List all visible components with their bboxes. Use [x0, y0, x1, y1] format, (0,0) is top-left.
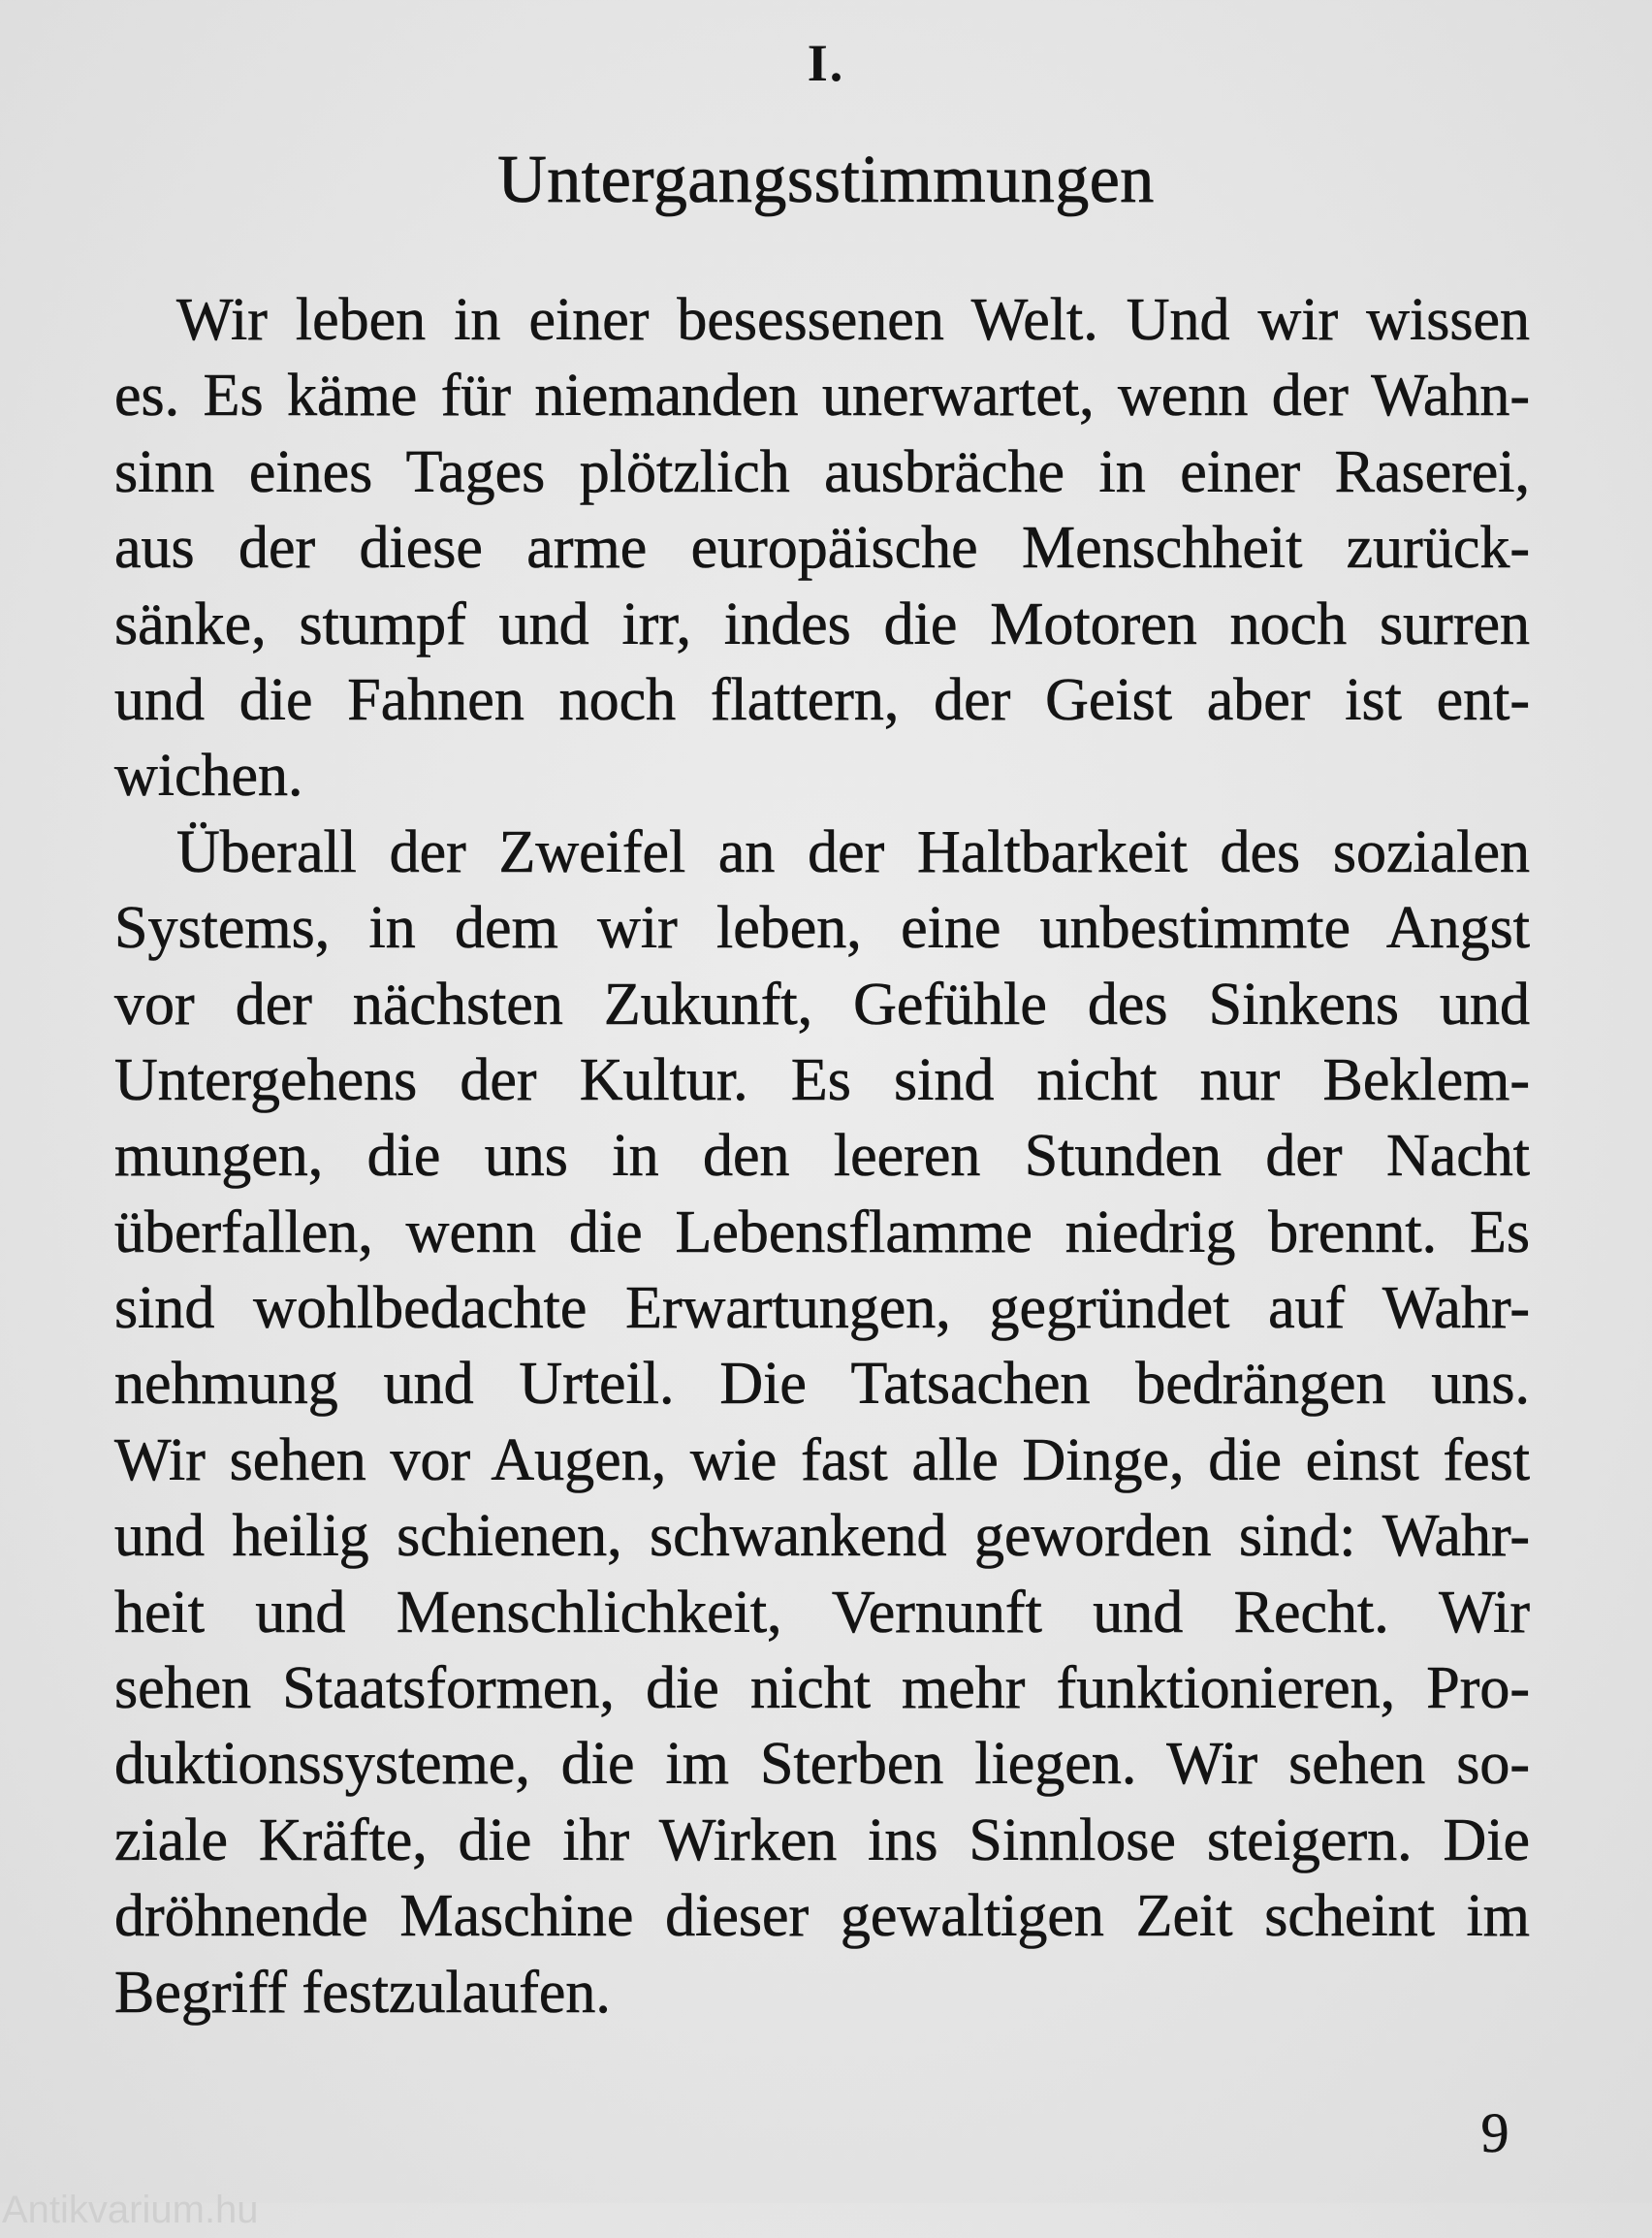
text-line: sehen Staatsformen, die nicht mehr funktionieren, Pro-: [114, 1655, 1530, 1722]
text-line: Wir leben in einer besessenen Welt. Und wir wissen: [176, 287, 1530, 353]
text-line: Begriff festzulaufen.: [114, 1959, 611, 2026]
text-line: Überall der Zweifel an der Haltbarkeit des sozialen: [176, 818, 1530, 885]
paragraph-1: [114, 282, 1530, 815]
text-line: heit und Menschlichkeit, Vernunft und Recht. Wir: [114, 1579, 1530, 1646]
page-number: 9: [1480, 2101, 1509, 2164]
text-line: überfallen, wenn die Lebensflamme niedrig brennt. Es: [114, 1199, 1530, 1265]
text-line: sinn eines Tages plötzlich ausbräche in einer Raserei,: [114, 438, 1530, 505]
chapter-title: Untergangsstimmungen: [497, 143, 1155, 217]
text-line: vor der nächsten Zukunft, Gefühle des Sinkens und: [114, 971, 1530, 1038]
text-line: wichen.: [114, 743, 303, 810]
text-line: nehmung und Urteil. Die Tatsachen bedrängen uns.: [114, 1351, 1530, 1418]
text-line: und heilig schienen, schwankend geworden sind: Wahr-: [114, 1503, 1530, 1570]
text-line: dröhnende Maschine dieser gewaltigen Zeit scheint im: [114, 1883, 1530, 1950]
text-line: mungen, die uns in den leeren Stunden der Nacht: [114, 1123, 1530, 1190]
text-line: Systems, in dem wir leben, eine unbestimmte Angst: [114, 895, 1530, 962]
chapter-numeral: I.: [807, 34, 845, 92]
text-line: und die Fahnen noch flattern, der Geist aber ist ent-: [114, 666, 1530, 733]
text-line: Untergehens der Kultur. Es sind nicht nur Beklem-: [114, 1046, 1530, 1113]
text-line: es. Es käme für niemanden unerwartet, wenn der Wahn-: [114, 363, 1530, 430]
watermark-text: Antikvarium.hu: [2, 2189, 259, 2231]
text-line: sind wohlbedachte Erwartungen, gegründet auf Wahr-: [114, 1275, 1530, 1342]
text-line: ziale Kräfte, die ihr Wirken ins Sinnlose steigern. Die: [114, 1806, 1530, 1873]
text-line: Wir sehen vor Augen, wie fast alle Dinge, die einst fest: [114, 1426, 1530, 1493]
body-text: [114, 282, 1530, 2030]
text-line: aus der diese arme europäische Menschheit zurück-: [114, 515, 1530, 582]
text-line: duktionssysteme, die im Sterben liegen. Wir sehen so-: [114, 1731, 1530, 1798]
text-line: sänke, stumpf und irr, indes die Motoren noch surren: [114, 591, 1530, 657]
watermark: [0, 2182, 388, 2231]
paragraph-2: [114, 815, 1530, 2030]
